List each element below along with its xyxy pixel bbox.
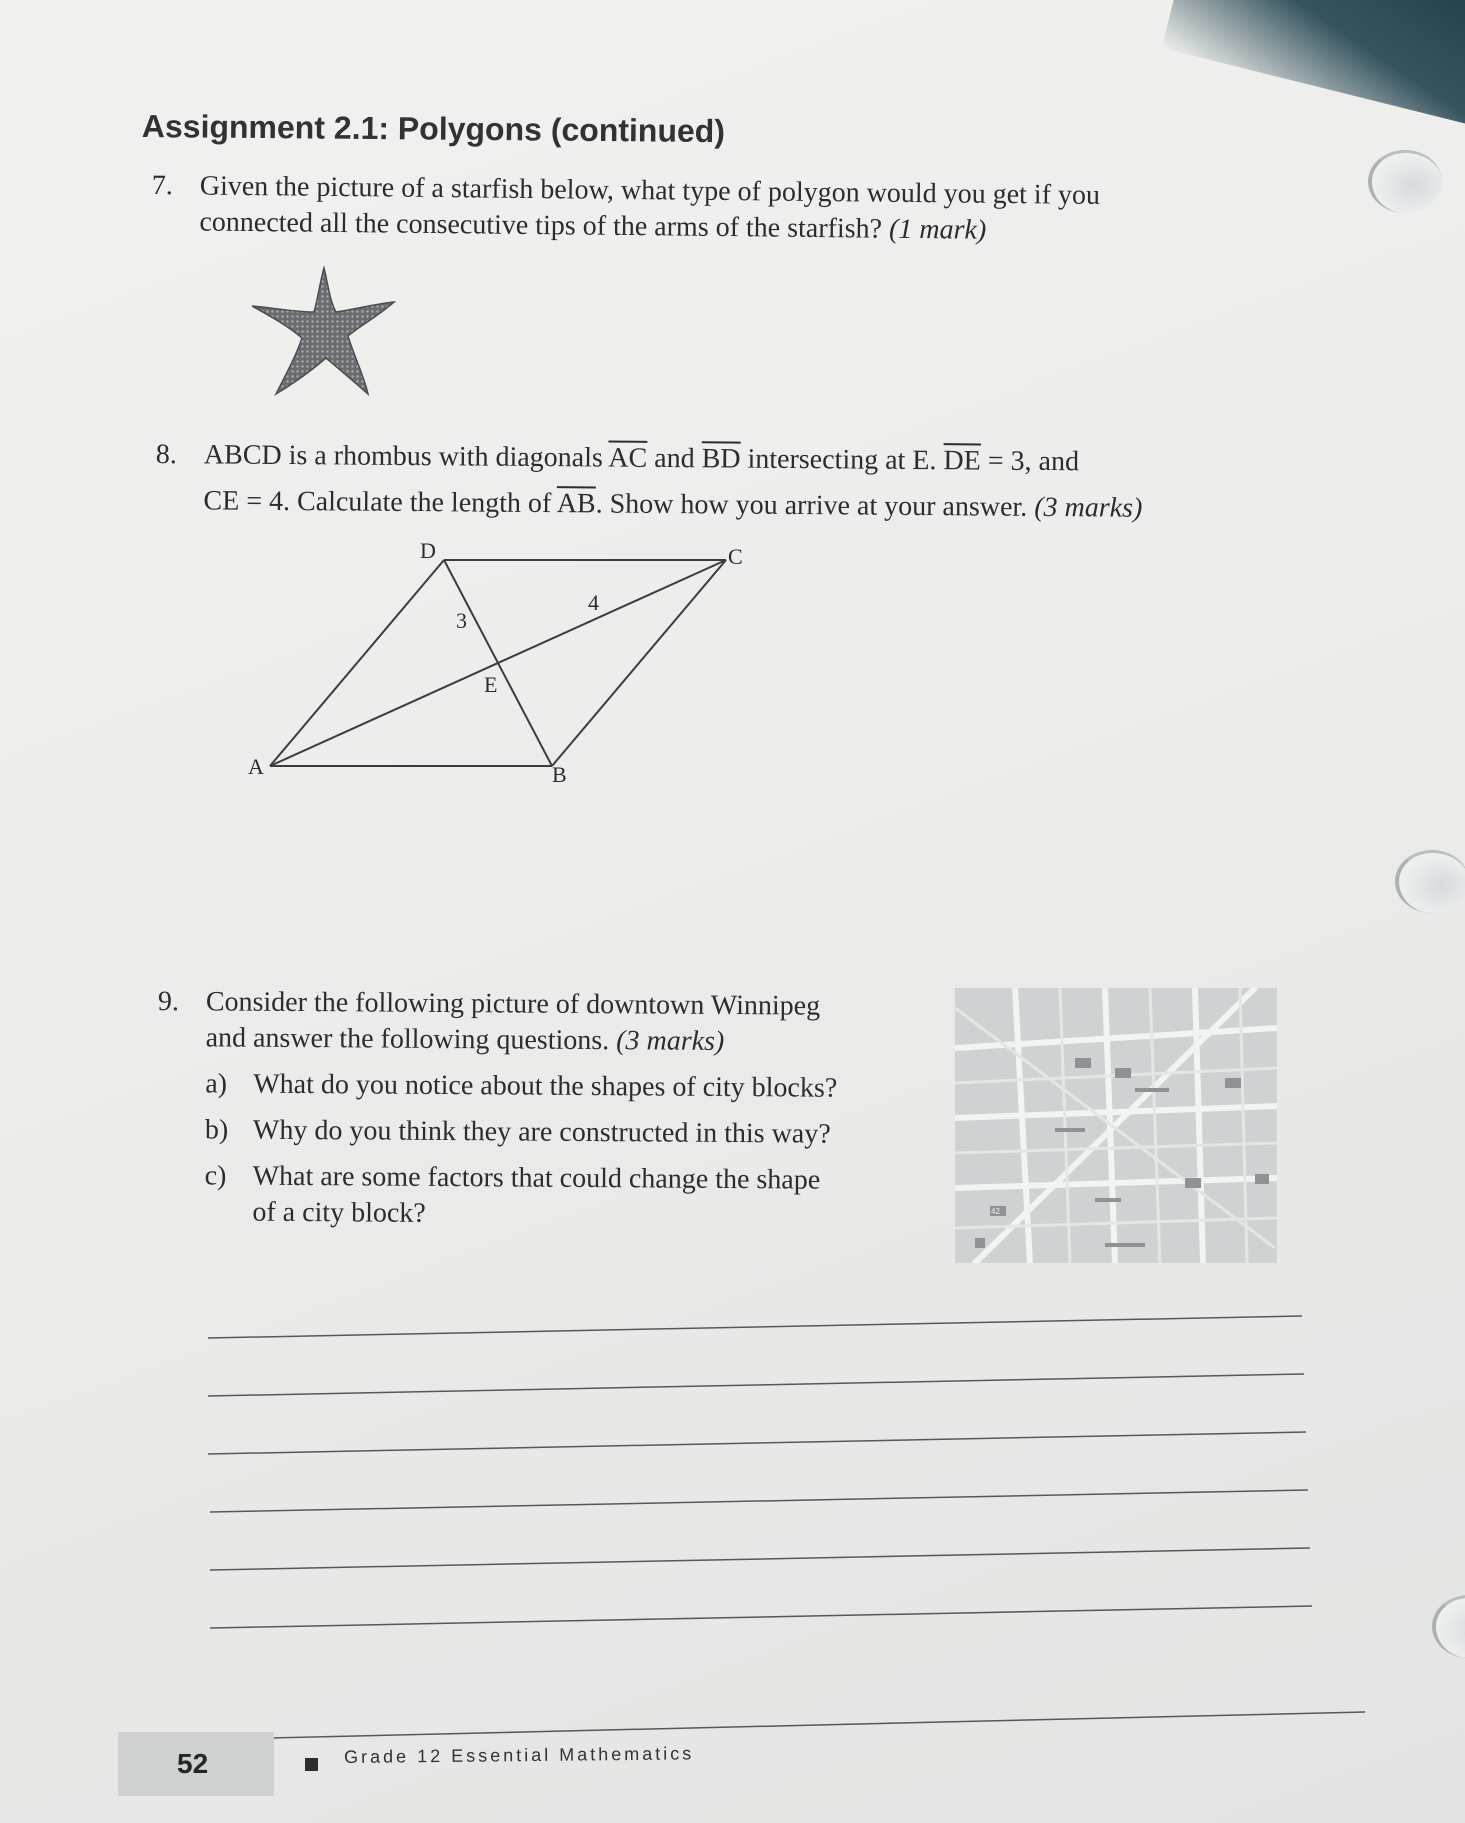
vertex-label-b: B — [552, 762, 567, 787]
segment-ac: $\overline{AC}$ — [608, 442, 648, 474]
question-line-text: connected all the consecutive tips of the arms of the starfish? — [199, 206, 883, 245]
point-label-e: E — [484, 672, 498, 697]
answer-line — [210, 1606, 1312, 1628]
page-number: 52 — [177, 1748, 209, 1779]
page-title: Assignment 2.1: Polygons (continued) — [141, 108, 726, 150]
vertex-label-c: C — [728, 544, 743, 569]
answer-line — [210, 1548, 1310, 1570]
question-line-text: and — [647, 442, 702, 475]
length-label-de: 3 — [456, 608, 467, 633]
question-line-text: and answer the following questions. — [205, 1022, 610, 1057]
question-line-text: . Show how you arrive at your answer. — [595, 488, 1028, 523]
length-label-ce: 4 — [588, 590, 599, 615]
question-line: Given the picture of a starfish below, what type of polygon would you get if you — [199, 170, 1101, 211]
footer-rule — [270, 1712, 1365, 1738]
sub-question-label: b) — [204, 1114, 229, 1146]
question-line: Consider the following picture of downtown Winnipeg — [205, 986, 821, 1022]
marks-label: (1 mark) — [888, 213, 987, 246]
answer-line — [208, 1374, 1304, 1396]
question-number: 9. — [157, 985, 179, 1018]
sub-question-label: c) — [204, 1160, 227, 1192]
segment-de: $\overline{DE}$ — [943, 445, 981, 477]
sub-question-label: a) — [205, 1068, 228, 1100]
marks-label: (3 marks) — [616, 1025, 725, 1057]
question-line-text: = 3, and — [980, 445, 1080, 478]
segment-bd: $\overline{BD}$ — [701, 443, 741, 475]
footer-square-icon — [305, 1758, 318, 1771]
vertex-label-a: A — [248, 754, 264, 779]
question-line-text: intersecting at E. — [740, 443, 944, 477]
sub-question-text: Why do you think they are constructed in this way? — [252, 1114, 831, 1150]
question-line-text: ABCD is a rhombus with diagonals — [203, 439, 609, 474]
question-line-text: CE = 4. Calculate the length of — [203, 485, 557, 520]
sub-question-text: of a city block? — [252, 1196, 426, 1229]
map-route-label: 42 — [991, 1207, 1000, 1216]
course-title: Grade 12 Essential Mathematics — [344, 1743, 695, 1767]
marks-label: (3 marks) — [1034, 491, 1143, 524]
vertex-label-d: D — [420, 540, 436, 563]
answer-line — [208, 1316, 1302, 1338]
answer-line — [208, 1432, 1306, 1454]
segment-ab: $\overline{AB}$ — [556, 488, 596, 520]
sub-question-text: What do you notice about the shapes of city blocks? — [253, 1068, 838, 1104]
question-number: 7. — [151, 169, 173, 202]
sub-question-text: What are some factors that could change the shape — [252, 1160, 821, 1196]
answer-line — [210, 1490, 1308, 1512]
question-number: 8. — [155, 438, 177, 471]
